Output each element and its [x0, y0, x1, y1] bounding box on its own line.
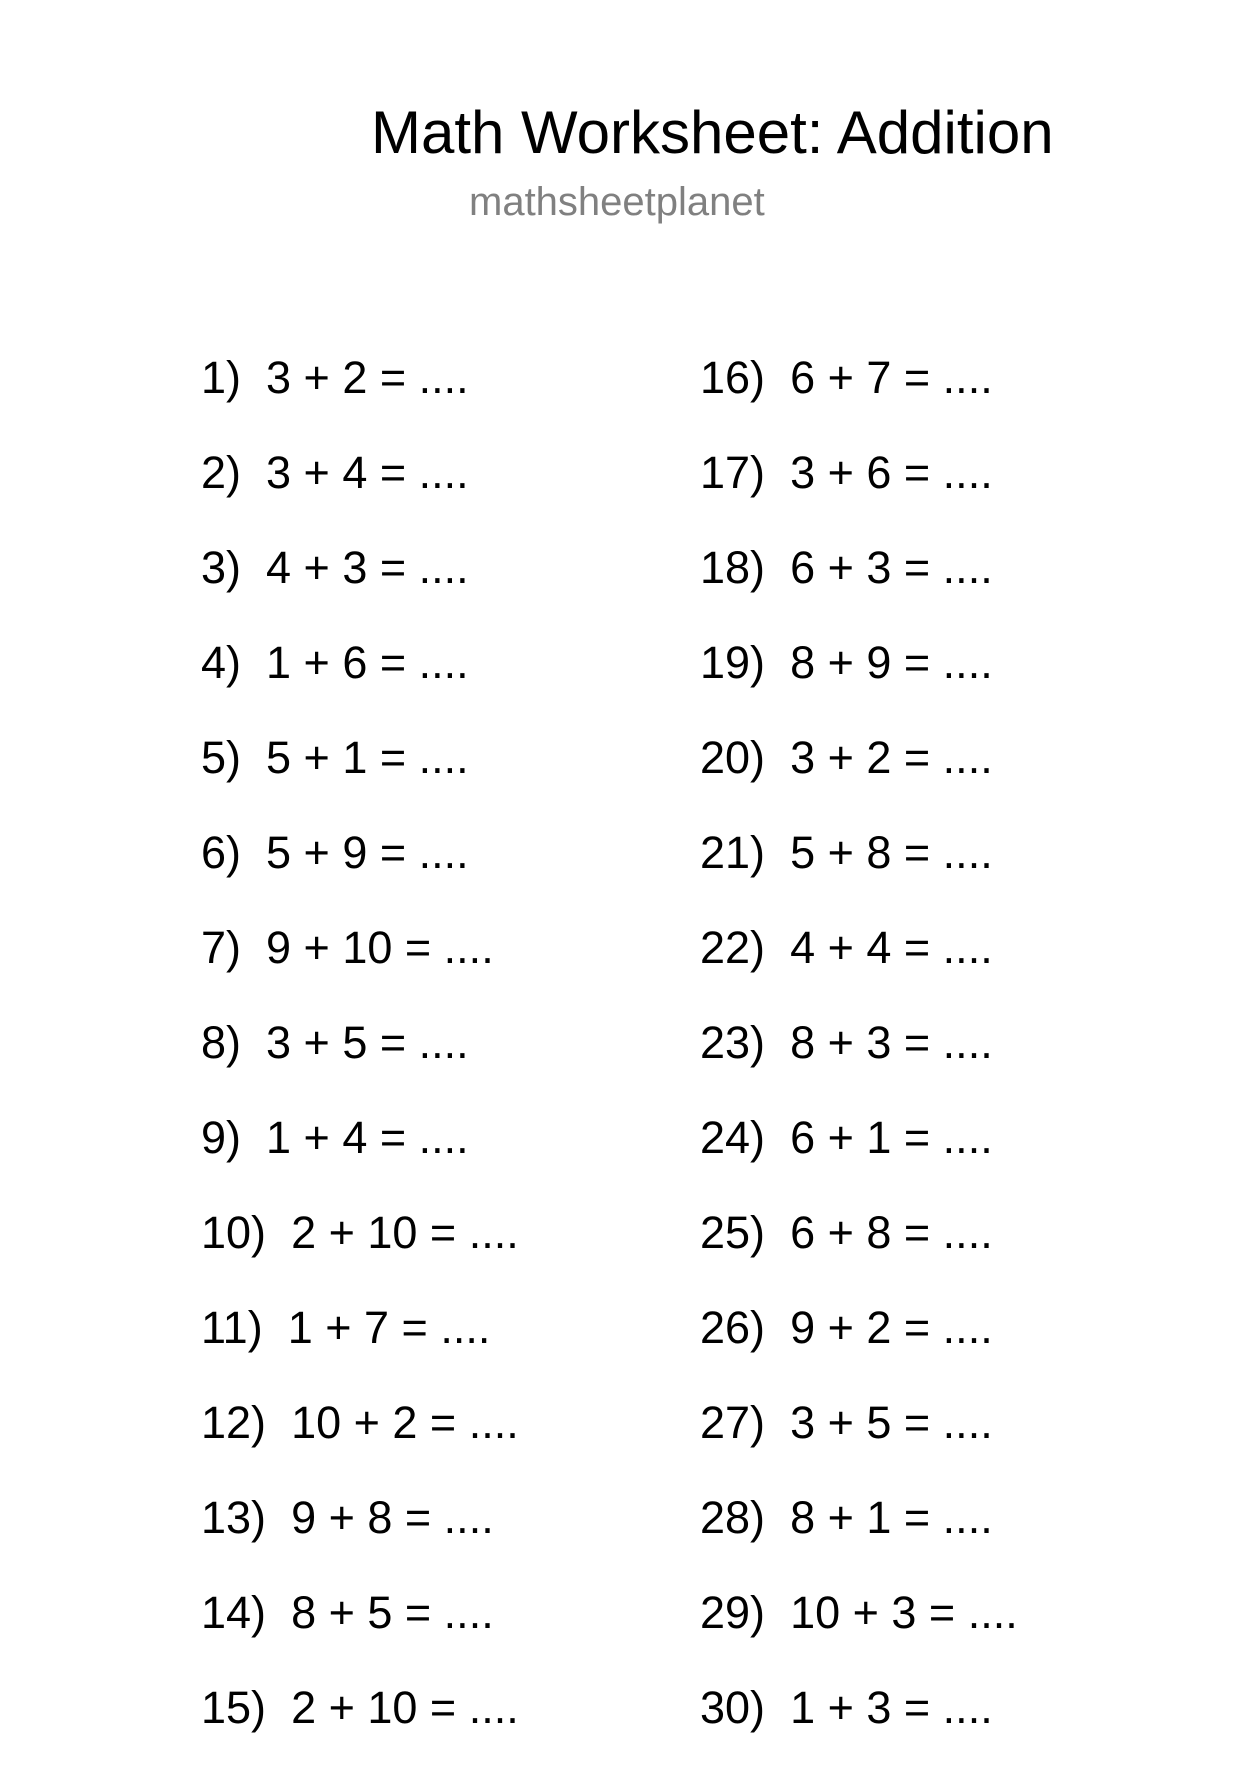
problem-expression: 10 + 3 = .... — [790, 1587, 1018, 1638]
problem-expression: 2 + 10 = .... — [291, 1682, 519, 1733]
problem-expression: 6 + 7 = .... — [790, 352, 993, 403]
problem-number: 29) — [700, 1587, 766, 1638]
problem-number: 17) — [700, 447, 766, 498]
page-title: Math Worksheet: Addition — [371, 99, 1054, 166]
problem-item — [700, 827, 1018, 922]
problem-item — [201, 352, 519, 447]
problem-item — [201, 1112, 519, 1207]
problem-item — [201, 637, 519, 732]
problem-expression: 4 + 4 = .... — [790, 922, 993, 973]
problem-expression: 8 + 5 = .... — [291, 1587, 494, 1638]
problem-expression: 4 + 3 = .... — [266, 542, 469, 593]
problem-item — [201, 1682, 519, 1777]
problem-number: 6) — [201, 827, 242, 878]
problem-item — [201, 1397, 519, 1492]
problem-item — [201, 1207, 519, 1302]
problem-expression: 9 + 10 = .... — [266, 922, 494, 973]
problem-item — [201, 827, 519, 922]
problem-item — [700, 1587, 1018, 1682]
problem-expression: 1 + 6 = .... — [266, 637, 469, 688]
problem-item — [700, 922, 1018, 1017]
problem-expression: 9 + 2 = .... — [790, 1302, 993, 1353]
problem-number: 16) — [700, 352, 766, 403]
problem-expression: 3 + 5 = .... — [790, 1397, 993, 1448]
problem-number: 7) — [201, 922, 242, 973]
problem-number: 30) — [700, 1682, 766, 1733]
site-name: mathsheetplanet — [469, 180, 765, 224]
problem-number: 19) — [700, 637, 766, 688]
problem-number: 27) — [700, 1397, 766, 1448]
problem-number: 21) — [700, 827, 766, 878]
problem-item — [700, 1302, 1018, 1397]
problem-expression: 1 + 7 = .... — [287, 1302, 491, 1353]
problem-item — [700, 1682, 1018, 1777]
problem-expression: 5 + 1 = .... — [266, 732, 469, 783]
problem-item — [700, 352, 1018, 447]
problem-number: 1) — [201, 352, 242, 403]
problem-number: 2) — [201, 447, 242, 498]
problem-expression: 5 + 8 = .... — [790, 827, 993, 878]
problem-expression: 5 + 9 = .... — [266, 827, 469, 878]
problem-number: 23) — [700, 1017, 766, 1068]
problem-item — [201, 1017, 519, 1112]
problem-expression: 8 + 3 = .... — [790, 1017, 993, 1068]
problem-expression: 3 + 2 = .... — [266, 352, 469, 403]
problem-expression: 8 + 1 = .... — [790, 1492, 993, 1543]
problem-number: 14) — [201, 1587, 267, 1638]
problem-number: 11) — [201, 1302, 263, 1353]
problem-number: 4) — [201, 637, 242, 688]
problem-item — [700, 1112, 1018, 1207]
problem-item — [700, 732, 1018, 827]
problem-expression: 6 + 1 = .... — [790, 1112, 993, 1163]
problem-item — [700, 1397, 1018, 1492]
problem-item — [201, 447, 519, 542]
problems-column-right — [700, 352, 1018, 1777]
problem-item — [700, 1207, 1018, 1302]
problem-number: 5) — [201, 732, 242, 783]
problem-number: 8) — [201, 1017, 242, 1068]
problem-expression: 3 + 2 = .... — [790, 732, 993, 783]
problem-expression: 3 + 6 = .... — [790, 447, 993, 498]
problem-number: 13) — [201, 1492, 267, 1543]
problem-expression: 6 + 3 = .... — [790, 542, 993, 593]
problem-item — [201, 1302, 519, 1397]
problem-number: 3) — [201, 542, 242, 593]
problem-number: 18) — [700, 542, 766, 593]
problem-expression: 2 + 10 = .... — [291, 1207, 519, 1258]
problem-number: 10) — [201, 1207, 267, 1258]
problem-number: 20) — [700, 732, 766, 783]
problem-number: 28) — [700, 1492, 766, 1543]
problem-item — [201, 1492, 519, 1587]
problem-number: 24) — [700, 1112, 766, 1163]
problem-item — [700, 1017, 1018, 1112]
problem-number: 22) — [700, 922, 766, 973]
problem-item — [201, 922, 519, 1017]
problem-item — [201, 732, 519, 827]
problem-expression: 6 + 8 = .... — [790, 1207, 993, 1258]
problem-expression: 3 + 4 = .... — [266, 447, 469, 498]
problem-number: 25) — [700, 1207, 766, 1258]
problem-expression: 1 + 4 = .... — [266, 1112, 469, 1163]
problem-item — [700, 1492, 1018, 1587]
problem-item — [201, 542, 519, 637]
problems-column-left — [201, 352, 519, 1777]
problem-number: 9) — [201, 1112, 242, 1163]
problem-number: 26) — [700, 1302, 766, 1353]
problem-number: 12) — [201, 1397, 267, 1448]
problem-item — [700, 637, 1018, 732]
problem-item — [201, 1587, 519, 1682]
problem-item — [700, 542, 1018, 637]
problem-expression: 8 + 9 = .... — [790, 637, 993, 688]
problem-expression: 3 + 5 = .... — [266, 1017, 469, 1068]
problem-expression: 1 + 3 = .... — [790, 1682, 993, 1733]
problem-number: 15) — [201, 1682, 267, 1733]
problem-expression: 10 + 2 = .... — [291, 1397, 519, 1448]
problem-item — [700, 447, 1018, 542]
problem-expression: 9 + 8 = .... — [291, 1492, 494, 1543]
